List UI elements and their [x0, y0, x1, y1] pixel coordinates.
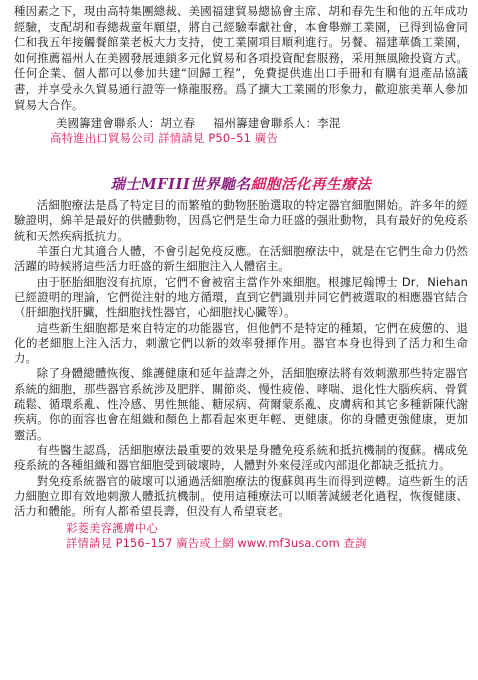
industrial-park-article: [14, 4, 468, 146]
contact-fuzhou: 福州籌建會聯系人：李混: [212, 116, 341, 131]
footer-organization: 彩菱美容護膚中心: [66, 521, 158, 536]
article-paragraph: 除了身體總體恢復、維護健康和延年益壽之外，活細胞療法將有效刺激那些特定器官系統的細胞，那些器官系統涉及肥胖、關節炎、慢性疲倦、哮喘、退化性大腦疾病、骨質疏鬆、循環系亂、性冷感、男性無能、糖尿病、荷爾蒙系亂、皮膚病和其它多種新陳代謝疾病。你的面容也會在組織和顏色上都看起來更年輕、更健康。你的身體更強健康，更加靈活。: [14, 366, 468, 442]
contact-line: [56, 116, 468, 131]
article-paragraph: 羊蛋白尤其適合人體，不會引起免疫反應。在活細胞療法中，就是在它們生命力仍然活躍的時候將這些活力旺盛的新生細胞注入人體宿主。: [14, 244, 468, 274]
cell-therapy-article: [14, 198, 468, 551]
contact-us: 美國籌建會聯系人：胡立春: [56, 116, 196, 131]
article-paragraph: 活細胞療法是爲了特定目的而繁殖的動物胚胎選取的特定器官細胞開始。許多年的經驗證明，綿羊是最好的供體動物，因爲它們是生命力旺盛的强壯動物，具有最好的免疫系統和天然疾病抵抗力。: [14, 198, 468, 243]
article-paragraph: 這些新生細胞都是來自特定的功能器官，但他們不是特定的種類，它們在疲憊的、退化的老細胞上注入活力，刺激它們以新的效率發揮作用。器官本身也得到了活力和生命力。: [14, 320, 468, 366]
article-paragraph: 對免疫系統器官的破壞可以通過活細胞療法的復蘇與再生而得到逆轉。這些新生的活力細胞立即有效地刺激人體抵抗機制。使用這種療法可以順著減緩老化過程，恢復健康、活力和體能。所有人都希望長壽，但没有人希望衰老。: [14, 473, 468, 519]
title-part1: 瑞士MFIII世界馳名: [110, 176, 251, 194]
article-paragraph: 有些醫生認爲，活細胞療法最重要的效果是身體免疫系統和抵抗機制的復蘇。構成免疫系統的各種組織和器官細胞受到破壞時，人體對外來侵淫或內部退化都缺乏抵抗力。: [14, 442, 468, 473]
title-part2: 細胞活化再生療法: [250, 176, 372, 194]
article-paragraph: 由于胚胎細胞沒有抗原，它們不會被宿主當作外來細胞。根據尼翰博士 Dr．Niehan 已經證明的理論，它們從注射的地方循環，直到它們識別并同它們被選取的相應器官結合（肝細胞找肝臟，性細胞找性器官，心細胞找心臟等）。: [14, 274, 468, 320]
article-title: [14, 173, 468, 194]
ad-reference: 高特進出口貿易公司 詳情請見 P50–51 廣告: [50, 131, 279, 146]
footer-reference: 詳情請見 P156–157 廣告或上網 www.mf3usa.com 查詢: [66, 536, 367, 551]
article-paragraph: 種因素之下，現由高特集團總裁、美國福建貿易總協會主席、胡和春先生和他的五年成功經驗，支配胡和春總裁童年願望，將自己經驗奉獻社會，本會舉辦工業園，已得到協會同仁和我五年接觸餐館業老板大力支持，使工業園項目順利進行。另餐、福建華僑工業園，如何推薦福州人在美國發展連鎖多元化貿易和各項投資配套服務，采用無風險投資方式。任何企業、個人都可以參加共建“回歸工程”，免費提供進出口手冊和有購有退產品協議書，并享受永久貿易通行證等一條龍服務。爲了擴大工業園的形象力，歡迎旅美華人參加貿易大合作。: [14, 4, 468, 112]
